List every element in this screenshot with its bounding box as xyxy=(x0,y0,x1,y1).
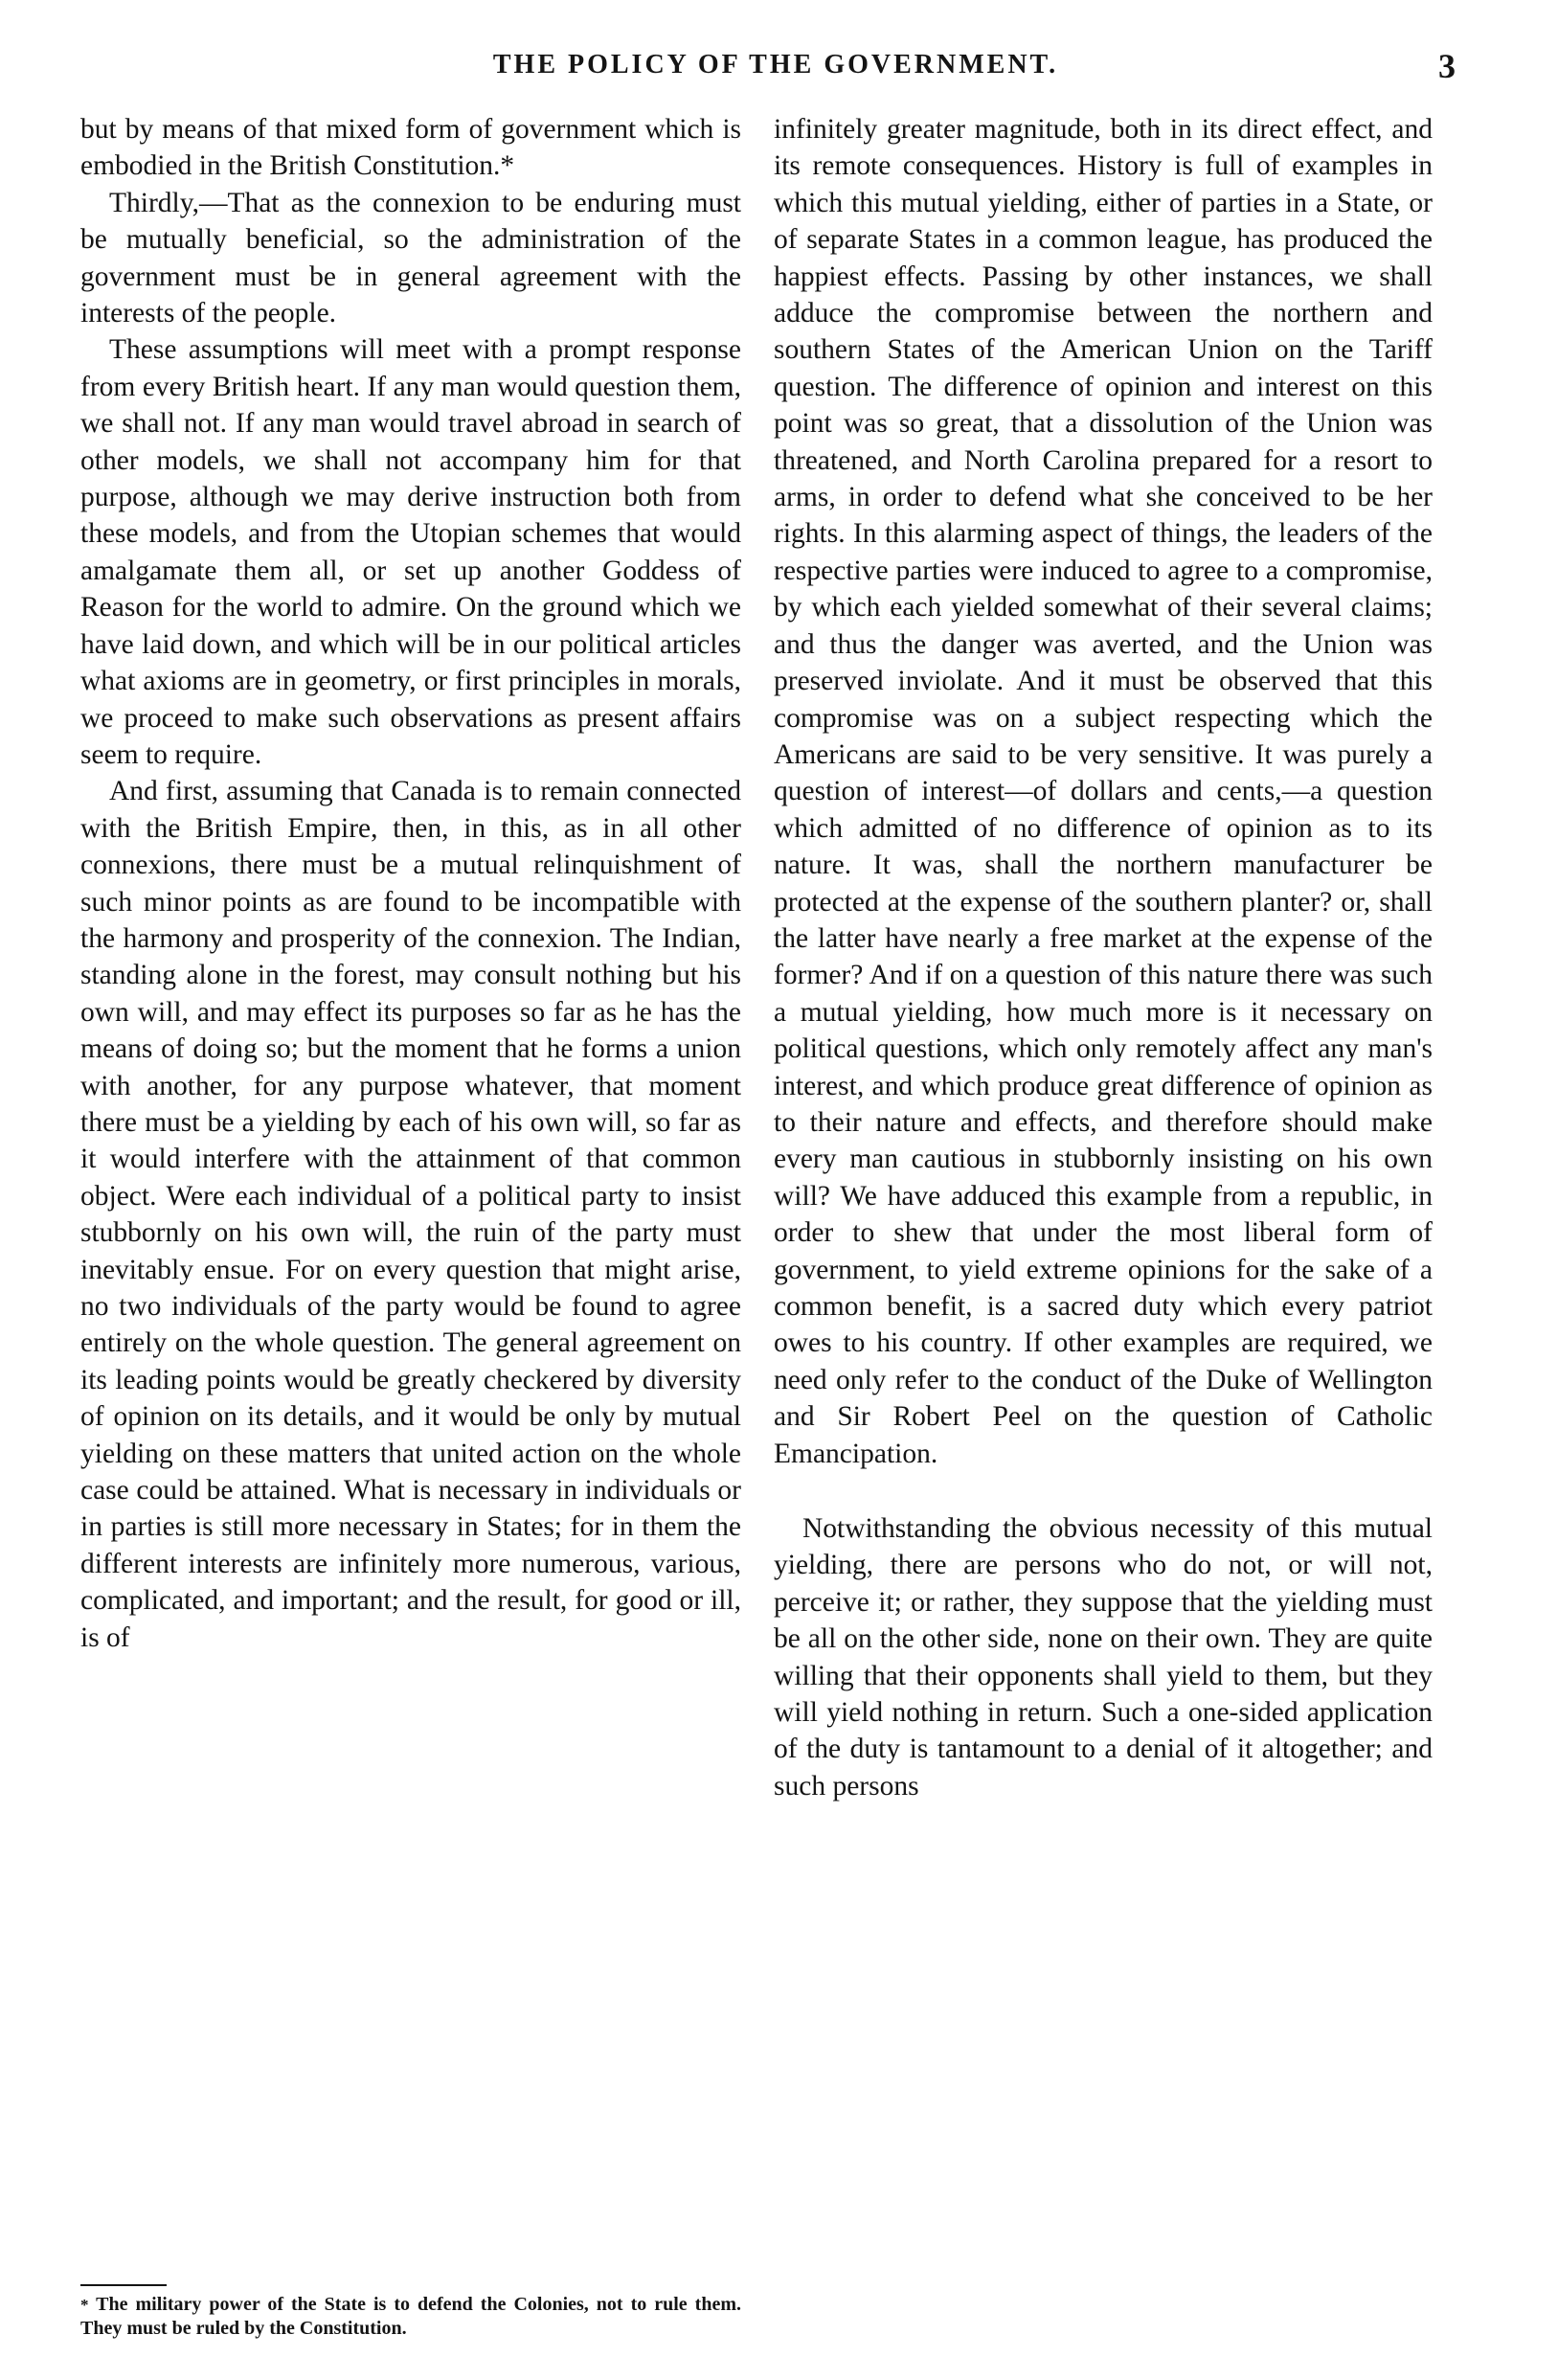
page-header xyxy=(77,47,1475,88)
right-paragraph-2: Notwithstanding the obvious necessity of this mutual yielding, there are persons who do not, or will not, perceive it; or rather, they suppose that the yielding must be all on the other side, none on their own. They are quite willing that their opponents shall yield to them, but they will yield nothing in return. Such a one-sided application of the duty is tantamount to a denial of it altogether; and such persons xyxy=(774,1513,1433,1802)
left-paragraph-3: These assumptions will meet with a prompt response from every British heart. If any man would question them, we shall not. If any man would travel abroad in search of other models, we shall not accompany him for that purpose, although we may derive instruction both from these models, and from the Utopian schemes that would amalgamate them all, or set up another Goddess of Reason for the world to admire. On the ground which we have laid down, and which will be in our political articles what axioms are in geometry, or first principles in morals, we proceed to make such observations as present affairs seem to require. xyxy=(80,334,741,770)
right-paragraph-1: infinitely greater magnitude, both in its direct effect, and its remote consequences. History is full of examples in which this mutual yielding, either of parties in a State, or of separate States in a common league, has produced the happiest effects. Passing by other instances, we shall adduce the compromise between the northern and southern States of the American Union on the Tariff question. The difference of opinion and interest on this point was so great, that a dissolution of the Union was threatened, and North Carolina prepared for a resort to arms, in order to defend what she conceived to be her rights. In this alarming aspect of things, the leaders of the respective parties were induced to agree to a compromise, by which each yielded somewhat of their several claims; and thus the danger was averted, and the Union was preserved inviolate. And it must be observed that this compromise was on a subject respecting which the Americans are said to be very sensitive. It was purely a question of interest—of dollars and cents,—a question which admitted of no difference of opinion as to its nature. It was, shall the northern manufacturer be protected at the expense of the southern planter? or, shall the latter have nearly a free market at the expense of the former? And if on a question of this nature there was such a mutual yielding, how much more is it necessary on political questions, which only remotely affect any man's interest, and which produce great difference of opinion as to their nature and effects, and therefore should make every man cautious in stubbornly insisting on his own will? We have adduced this example from a republic, in order to shew that under the most liberal form of government, to yield extreme opinions for the sake of a common benefit, is a sacred duty which every patriot owes to his country. If other examples are required, we need only refer to the conduct of the Duke of Wellington and Sir Robert Peel on the question of Catholic Emancipation. xyxy=(774,114,1433,1469)
left-paragraph-1: but by means of that mixed form of government which is embodied in the British Constitution.* xyxy=(80,114,741,182)
right-column xyxy=(774,111,1433,1804)
left-paragraph-4: And first, assuming that Canada is to remain connected with the British Empire, then, in this, as in all other connexions, there must be a mutual relinquishment of such minor points as are found to be incompatible with the harmony and prosperity of the connexion. The Indian, standing alone in the forest, may consult nothing but his own will, and may effect its purposes so far as he has the means of doing so; but the moment that he forms a union with another, for any purpose whatever, that moment there must be a yielding by each of his own will, so far as it would interfere with the attainment of that common object. Were each individual of a political party to insist stubbornly on his own will, the ruin of the party must inevitably ensue. For on every question that might arise, no two individuals of the party would be found to agree entirely on the whole question. The general agreement on its leading points would be greatly checkered by diversity of opinion on its details, and it would be only by mutual yielding on these matters that united action on the whole case could be attained. What is necessary in individuals or in parties is still more necessary in States; for in them the different interests are infinitely more numerous, various, complicated, and important; and the result, for good or ill, is of xyxy=(80,776,741,1653)
footnote-text: The military power of the State is to defend the Colonies, not to rule them. They must be ruled by the Constitution. xyxy=(80,2294,742,2339)
footnote-rule xyxy=(80,2284,167,2286)
left-paragraph-2: Thirdly,—That as the connexion to be enduring must be mutually beneficial, so the administration of the government must be in general agreement with the interests of the people. xyxy=(80,187,741,329)
running-title: THE POLICY OF THE GOVERNMENT. xyxy=(492,50,1059,79)
footnote-marker: * xyxy=(80,2296,89,2314)
page-number: 3 xyxy=(1438,47,1456,85)
left-column xyxy=(80,111,741,1656)
footnote xyxy=(80,2293,741,2341)
